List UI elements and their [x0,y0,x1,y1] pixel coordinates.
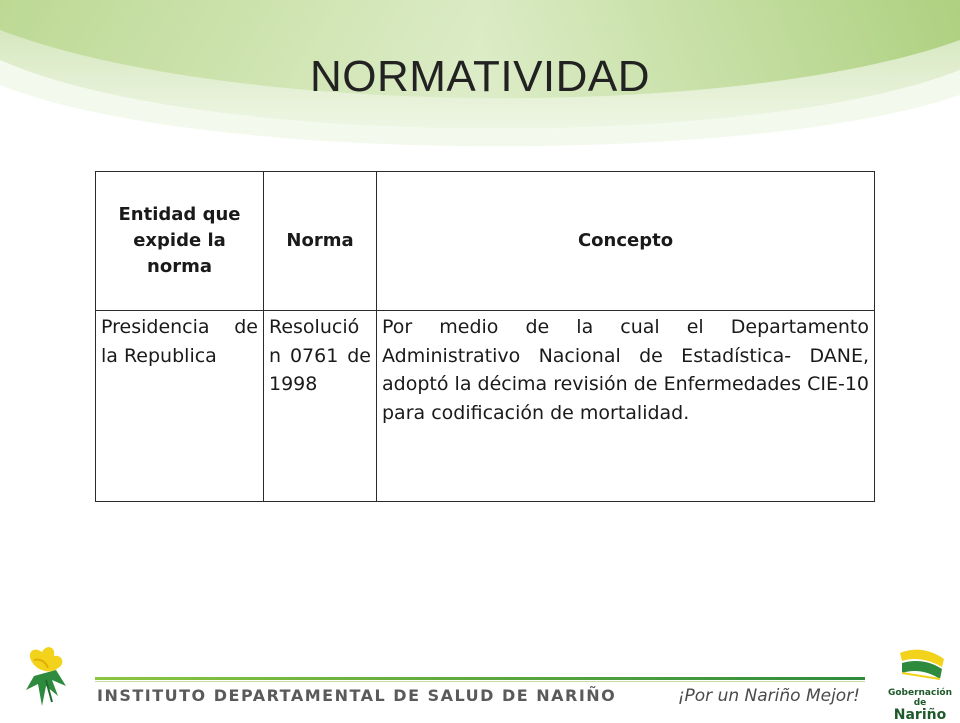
footer-slogan: ¡Por un Nariño Mejor! [677,686,860,706]
institute-logo-icon [12,640,82,712]
cell-concept: Por medio de la cual el Departamento Administrativo Nacional de Estadística- DANE, adoptó la décima revisión de Enfermedades CIE-10 para codificación de mortalidad. [377,311,875,502]
footer-divider-thin [95,681,865,682]
institute-name: INSTITUTO DEPARTAMENTAL DE SALUD DE NARIÑO [97,686,617,705]
gobernacion-label [884,688,956,723]
header-concept: Concepto [377,172,875,311]
header-norm: Norma [264,172,377,311]
gobernacion-big: Nariño [893,707,947,723]
cell-entity: Presidencia de la Republica [96,311,264,502]
footer-divider [95,677,865,680]
table-row [96,311,875,502]
cell-norm: Resolución 0761 de 1998 [264,311,377,502]
gobernacion-small: Gobernación de [887,688,953,708]
table-header-row [96,172,875,311]
regulation-table [95,171,875,502]
header-entity: Entidad que expide la norma [96,172,264,311]
slide-title: NORMATIVIDAD [309,52,651,101]
